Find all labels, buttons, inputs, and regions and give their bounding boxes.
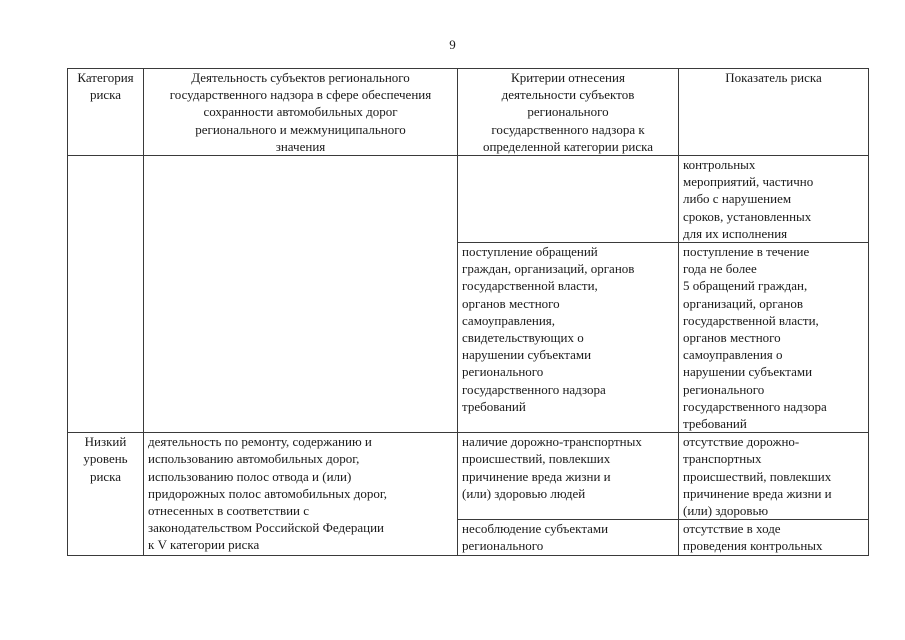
header-category: Категория риска [68, 69, 144, 156]
risk-category-table [67, 68, 869, 556]
criterion-cell [458, 156, 679, 243]
indicator-cell: контрольных мероприятий, частично либо с нарушением сроков, установленных для их исполнения [679, 156, 869, 243]
header-activity: Деятельность субъектов регионального государственного надзора в сфере обеспечения сохранности автомобильных дорог регионального и межмуниципального значения [144, 69, 458, 156]
table-header-row [68, 69, 869, 156]
table-row [68, 433, 869, 520]
activity-cell: деятельность по ремонту, содержанию и использованию автомобильных дорог, использованию полос отвода и (или) придорожных полос автомобильных дорог, отнесенных в соответствии с законодательством Российской Федерации к V категории риска [144, 433, 458, 555]
header-risk-indicator: Показатель риска [679, 69, 869, 156]
category-cell [68, 156, 144, 433]
criterion-cell: поступление обращений граждан, организаций, органов государственной власти, органов местного самоуправления, свидетельствующих о нарушении субъектами регионального государственного надзора требований [458, 243, 679, 433]
indicator-cell: поступление в течение года не более 5 обращений граждан, организаций, органов государственной власти, органов местного самоуправления о нарушении субъектами регионального государственного надзора требований [679, 243, 869, 433]
table-row [68, 156, 869, 243]
page-number: 9 [449, 37, 456, 52]
header-criteria: Критерии отнесения деятельности субъектов регионального государственного надзора к определенной категории риска [458, 69, 679, 156]
indicator-cell: отсутствие в ходе проведения контрольных [679, 520, 869, 555]
category-cell: Низкий уровень риска [68, 433, 144, 555]
criterion-cell: наличие дорожно-транспортных происшествий, повлекших причинение вреда жизни и (или) здоровью людей [458, 433, 679, 520]
activity-cell [144, 156, 458, 433]
criterion-cell: несоблюдение субъектами регионального [458, 520, 679, 555]
indicator-cell: отсутствие дорожно- транспортных происшествий, повлекших причинение вреда жизни и (или) здоровью [679, 433, 869, 520]
